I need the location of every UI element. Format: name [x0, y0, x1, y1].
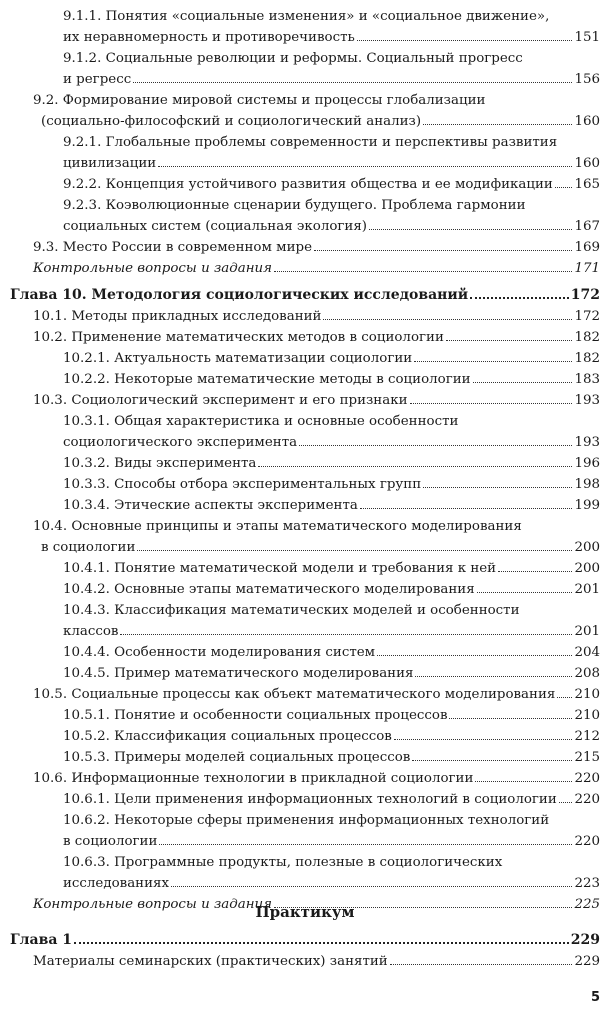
page-number: 5: [590, 990, 600, 1005]
toc-entry-title: Контрольные вопросы и задания: [33, 261, 273, 276]
toc-entry-page: 182: [574, 351, 600, 366]
toc-entry: [0, 369, 600, 390]
dot-leader: [120, 634, 572, 635]
toc-entry: [0, 285, 600, 306]
toc-entry: [0, 810, 600, 852]
toc-entry-title: и регресс: [63, 72, 132, 87]
toc-entry: [0, 237, 600, 258]
toc-entry-title-line1: 9.2. Формирование мировой системы и процессы глобализации: [33, 93, 486, 108]
toc-entry: [0, 390, 600, 411]
toc-entry-page: 169: [574, 240, 600, 255]
toc-entry-title: классов: [63, 624, 119, 639]
toc-entry: [0, 90, 600, 132]
toc-entry-title: исследованиях: [63, 876, 170, 891]
toc-entry-title: Глава 1: [10, 932, 73, 948]
toc-entry-title-line1: 9.1.1. Понятия «социальные изменения» и «социальное движение»,: [63, 9, 550, 24]
dot-leader: [423, 487, 572, 488]
toc-entry-page: 208: [574, 666, 600, 681]
toc-entry-page: 172: [570, 287, 600, 303]
toc-entry-title: 10.6.1. Цели применения информационных технологий в социологии: [63, 792, 557, 807]
dot-leader: [171, 886, 572, 887]
toc-entry-page: 220: [574, 834, 600, 849]
toc-entry: [0, 852, 600, 894]
toc-entry-page: 212: [574, 729, 600, 744]
toc-entry-title: цивилизации: [63, 156, 157, 171]
toc-entry: [0, 726, 600, 747]
toc-entry-page: 215: [574, 750, 600, 765]
toc-entry-page: 171: [574, 261, 600, 276]
toc-entry: [0, 258, 600, 279]
toc-entry: [0, 327, 600, 348]
toc-entry: [0, 174, 600, 195]
toc-entry-title: 10.3.4. Этические аспекты эксперимента: [63, 498, 358, 513]
dot-leader: [159, 844, 572, 845]
toc-entry-title: 10.2. Применение математических методов в социологии: [33, 330, 444, 345]
dot-leader: [449, 718, 572, 719]
toc-entry-title: 10.5.3. Примеры моделей социальных процессов: [63, 750, 411, 765]
toc-entry-title: 9.2.2. Концепция устойчивого развития общества и ее модификации: [63, 177, 553, 192]
toc-entry: [0, 684, 600, 705]
toc-entry-title: 10.5.1. Понятие и особенности социальных процессов: [63, 708, 448, 723]
dot-leader: [410, 403, 573, 404]
toc-entry-title: 10.5. Социальные процессы как объект математического моделирования: [33, 687, 556, 702]
dot-leader: [415, 676, 572, 677]
toc-entry-page: 160: [574, 156, 600, 171]
toc-entry-page: 183: [574, 372, 600, 387]
dot-leader: [473, 382, 573, 383]
toc-entry-title-line1: 9.2.3. Коэволюционные сценарии будущего. Проблема гармонии: [63, 198, 526, 213]
toc-entry-title: 10.3. Социологический эксперимент и его признаки: [33, 393, 408, 408]
toc-entry-title-line1: 9.1.2. Социальные революции и реформы. Социальный прогресс: [63, 51, 523, 66]
toc-entry: [0, 48, 600, 90]
toc-entry-page: 220: [574, 792, 600, 807]
toc-entry-page: 204: [574, 645, 600, 660]
dot-leader: [446, 340, 573, 341]
dot-leader: [314, 250, 572, 251]
practicum-contents: [0, 930, 600, 972]
toc-entry-title: 10.2.2. Некоторые математические методы в социологии: [63, 372, 471, 387]
toc-entry-page: 201: [574, 624, 600, 639]
toc-entry: [0, 6, 600, 48]
toc-entry-title: 10.4.1. Понятие математической модели и требования к ней: [63, 561, 497, 576]
toc-entry-title: Глава 10. Методология социологических исследований: [10, 287, 469, 303]
toc-entry-page: 201: [574, 582, 600, 597]
dot-leader: [357, 40, 573, 41]
toc-entry-title: в социологии: [41, 540, 136, 555]
toc-entry-title: в социологии: [63, 834, 158, 849]
toc-entry: [0, 768, 600, 789]
toc-entry-page: 172: [574, 309, 600, 324]
toc-entry-page: 151: [574, 30, 600, 45]
dot-leader: [323, 319, 572, 320]
toc-entry: [0, 306, 600, 327]
toc-entry: [0, 705, 600, 726]
toc-entry-title-line1: 10.3.1. Общая характеристика и основные особенности: [63, 414, 459, 429]
toc-entry-page: 200: [574, 561, 600, 576]
toc-entry-title: 10.6. Информационные технологии в прикладной социологии: [33, 771, 474, 786]
toc-entry-title-line1: 10.4.3. Классификация математических моделей и особенности: [63, 603, 520, 618]
toc-entry-page: 165: [574, 177, 600, 192]
dot-leader: [137, 550, 572, 551]
toc-entry: [0, 348, 600, 369]
toc-entry: [0, 663, 600, 684]
toc-entry-page: 193: [574, 435, 600, 450]
toc-entry-title-line1: 10.4. Основные принципы и этапы математического моделирования: [33, 519, 522, 534]
toc-entry-page: 198: [574, 477, 600, 492]
toc-entry: [0, 495, 600, 516]
toc-entry-page: 225: [574, 897, 600, 912]
toc-entry-page: 182: [574, 330, 600, 345]
toc-entry-title: 9.3. Место России в современном мире: [33, 240, 312, 255]
toc-entry-title: 10.3.3. Способы отбора экспериментальных групп: [63, 477, 422, 492]
toc-entry: [0, 411, 600, 453]
dot-leader: [158, 166, 572, 167]
toc-entry: [0, 600, 600, 642]
dot-leader: [360, 508, 573, 509]
dot-leader: [299, 445, 572, 446]
section-title: Практикум: [255, 903, 355, 921]
toc-entry-title: их неравномерность и противоречивость: [63, 30, 355, 45]
dot-leader: [258, 466, 572, 467]
toc-entry: [0, 930, 600, 951]
toc-entry-title: 10.4.5. Пример математического моделирования: [63, 666, 414, 681]
toc-entry-page: 223: [574, 876, 600, 891]
dot-leader: [470, 297, 569, 299]
toc-entry-page: 167: [574, 219, 600, 234]
dot-leader: [412, 760, 572, 761]
dot-leader: [475, 781, 572, 782]
dot-leader: [369, 229, 572, 230]
dot-leader: [74, 942, 569, 944]
toc-entry: [0, 195, 600, 237]
toc-entry: [0, 642, 600, 663]
toc-entry: [0, 789, 600, 810]
toc-entry-page: 229: [574, 954, 600, 969]
dot-leader: [394, 739, 573, 740]
toc-entry-page: 193: [574, 393, 600, 408]
toc-entry-title: 10.5.2. Классификация социальных процессов: [63, 729, 392, 744]
toc-entry: [0, 516, 600, 558]
toc-entry-title: социальных систем (социальная экология): [63, 219, 368, 234]
toc-entry: [0, 747, 600, 768]
toc-entry-title: Контрольные вопросы и задания: [33, 897, 273, 912]
dot-leader: [557, 697, 572, 698]
toc-entry: [0, 558, 600, 579]
dot-leader: [555, 187, 573, 188]
dot-leader: [414, 361, 572, 362]
toc-entry-title-line1: 10.6.3. Программные продукты, полезные в социологических: [63, 855, 503, 870]
dot-leader: [477, 592, 573, 593]
dot-leader: [423, 124, 572, 125]
toc-entry-page: 160: [574, 114, 600, 129]
toc-entry: [0, 453, 600, 474]
table-of-contents: [0, 6, 600, 915]
toc-entry: [0, 951, 600, 972]
toc-entry-page: 199: [574, 498, 600, 513]
dot-leader: [377, 655, 572, 656]
toc-entry-title: социологического эксперимента: [63, 435, 298, 450]
dot-leader: [274, 271, 572, 272]
toc-entry-page: 156: [574, 72, 600, 87]
toc-entry-page: 200: [574, 540, 600, 555]
dot-leader: [390, 964, 573, 965]
toc-entry-title: 10.2.1. Актуальность математизации социологии: [63, 351, 413, 366]
toc-entry-title-line1: 10.6.2. Некоторые сферы применения информационных технологий: [63, 813, 550, 828]
toc-entry: [0, 132, 600, 174]
dot-leader: [498, 571, 572, 572]
toc-entry-title: 10.4.4. Особенности моделирования систем: [63, 645, 376, 660]
toc-entry-page: 196: [574, 456, 600, 471]
toc-entry-page: 229: [570, 932, 600, 948]
toc-entry-page: 210: [574, 708, 600, 723]
toc-entry-title: Материалы семинарских (практических) занятий: [33, 954, 388, 969]
toc-entry: [0, 579, 600, 600]
toc-entry: [0, 474, 600, 495]
toc-entry-title: 10.4.2. Основные этапы математического моделирования: [63, 582, 475, 597]
dot-leader: [559, 802, 573, 803]
toc-entry-page: 220: [574, 771, 600, 786]
toc-entry-page: 210: [574, 687, 600, 702]
toc-entry-title: (социально-философский и социологический анализ): [41, 114, 422, 129]
dot-leader: [133, 82, 572, 83]
toc-entry-title: 10.1. Методы прикладных исследований: [33, 309, 322, 324]
toc-entry-title-line1: 9.2.1. Глобальные проблемы современности и перспективы развития: [63, 135, 558, 150]
toc-entry-title: 10.3.2. Виды эксперимента: [63, 456, 257, 471]
